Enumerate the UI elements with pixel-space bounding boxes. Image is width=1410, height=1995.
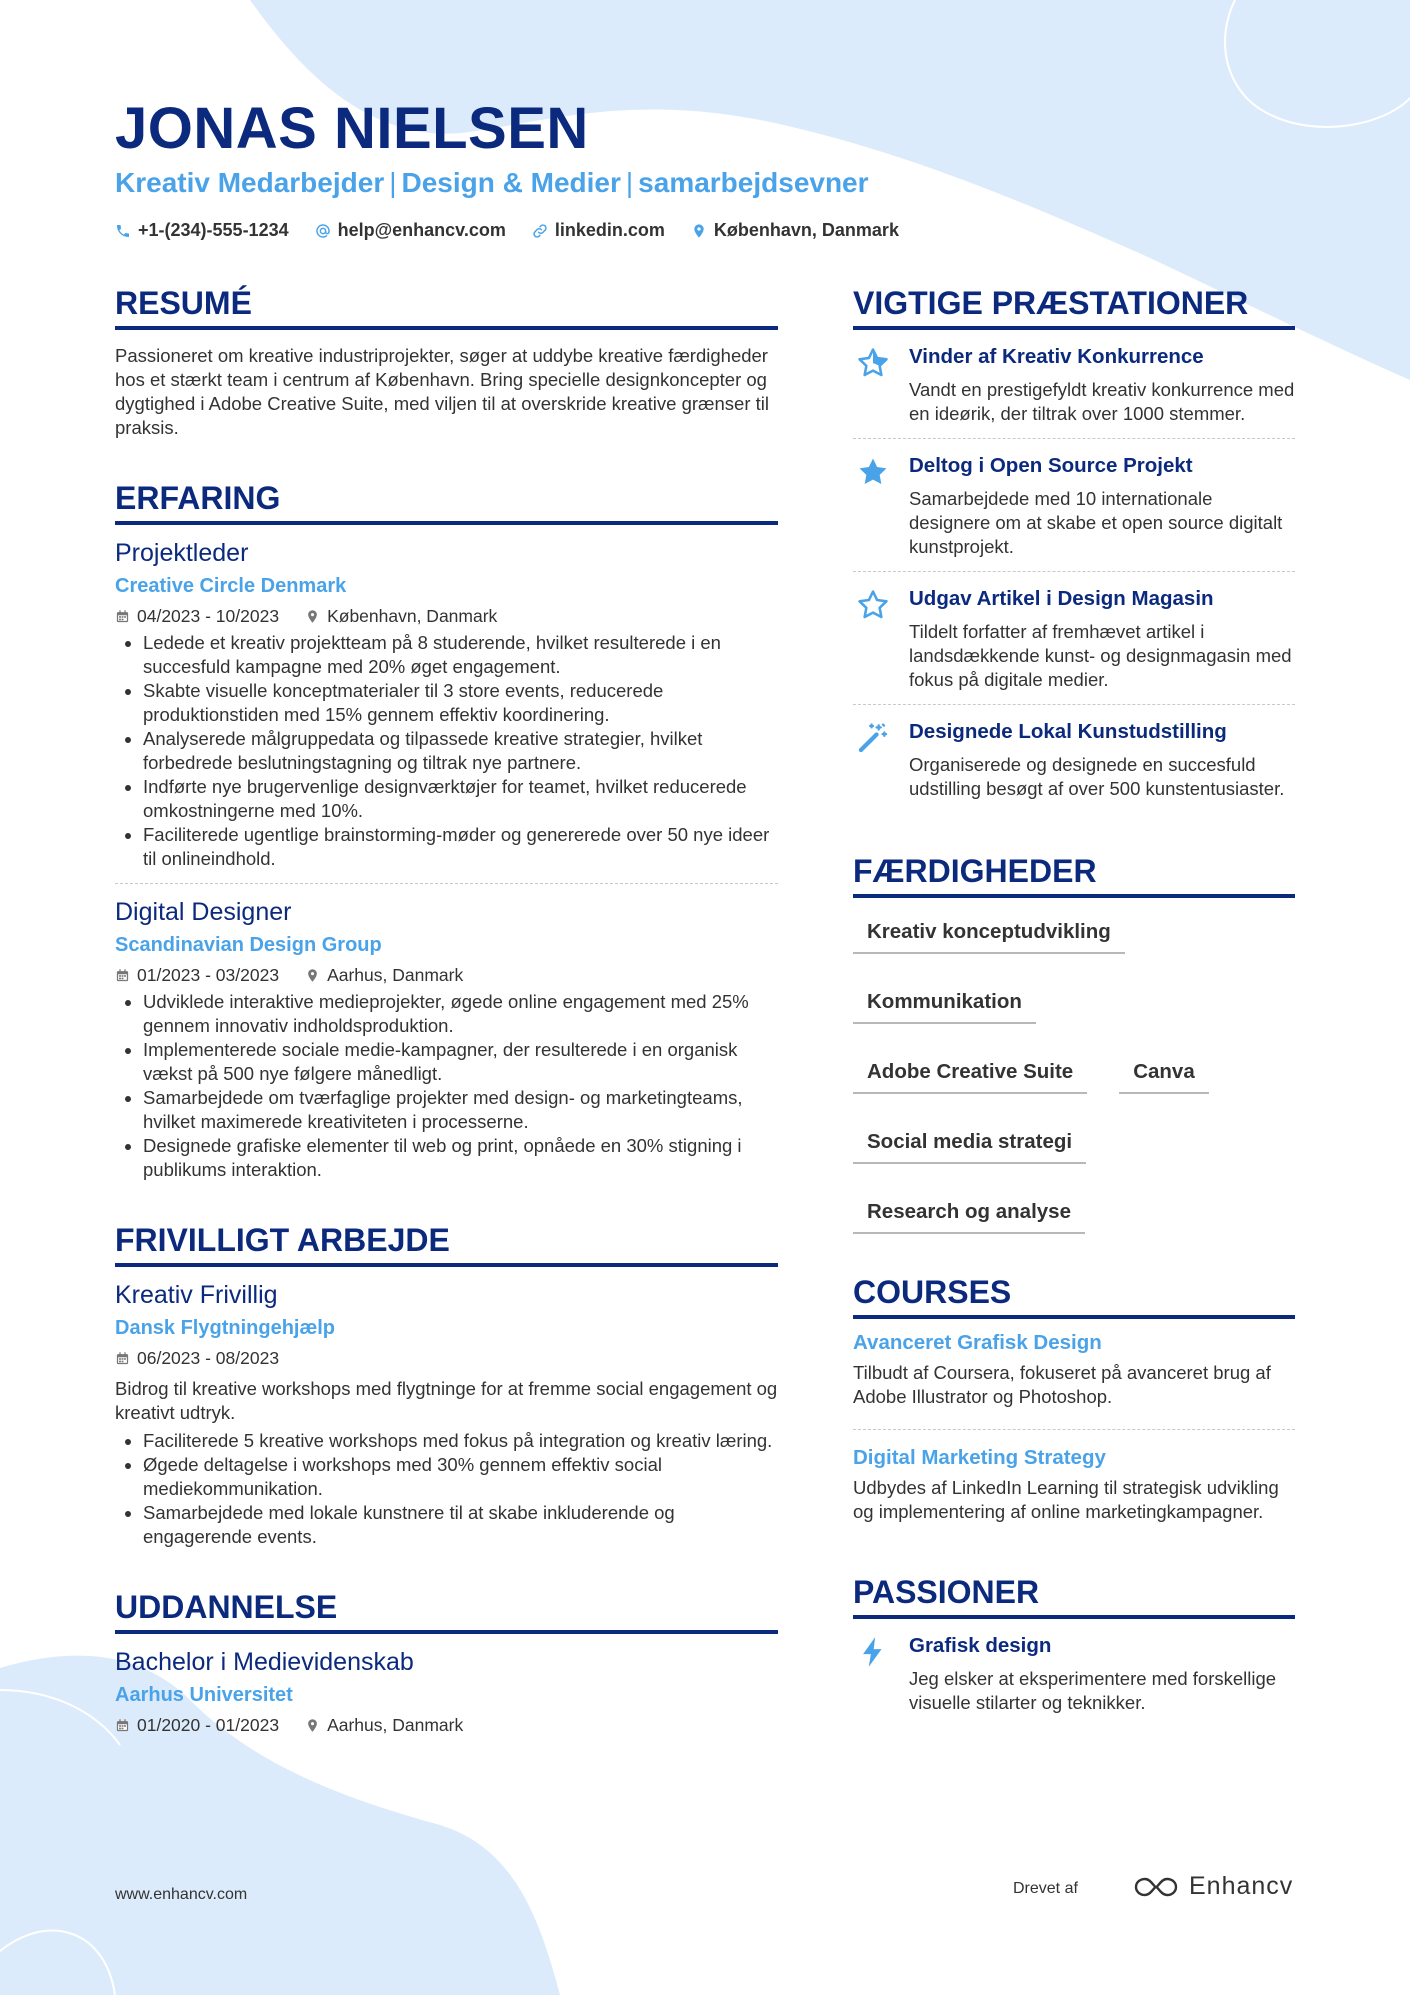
achievement-description: Tildelt forfatter af fremhævet artikel i landsdækkende kunst- og designmagasin med fokus på digitale medier. [909,621,1292,690]
section-title: FRIVILLIGT ARBEJDE [115,1222,778,1267]
section-title: ERFARING [115,480,778,525]
brand-name: Enhancv [1189,1872,1294,1900]
volunteer-section [115,1222,778,1549]
bullet-item: • Designede grafiske elementer til web og print, opnåede en 30% stigning i publikums interaktion. [143,1134,778,1182]
passions-section [853,1574,1295,1727]
course-item [853,1429,1295,1534]
job-location: Aarhus, Danmark [305,965,463,986]
section-title: RESUMÉ [115,285,778,330]
job-bullets [115,631,778,871]
tagline-separator: | [389,167,397,198]
section-title: VIGTIGE PRÆSTATIONER [853,285,1295,330]
left-column [115,285,778,1776]
education-meta [115,1715,778,1736]
passion-item [853,1619,1295,1727]
bullet-item: • Øgede deltagelse i workshops med 30% gennem effektiv social mediekommunikation. [143,1453,778,1501]
achievement-item [853,330,1295,438]
calendar-icon [115,1351,130,1366]
section-title: FÆRDIGHEDER [853,853,1295,898]
phone-text: +1-(234)-555-1234 [138,220,289,240]
skill-tag: Kommunikation [853,990,1036,1024]
education-dates: 01/2020 - 01/2023 [115,1715,279,1736]
job-dates: 04/2023 - 10/2023 [115,606,279,627]
tagline-role: Kreativ Medarbejder [115,167,385,198]
bullet-item: • Samarbejdede med lokale kunstnere til at skabe inkluderende og engagerende events. [143,1501,778,1549]
skill-tag: Adobe Creative Suite [853,1060,1087,1094]
achievement-description: Samarbejdede med 10 internationale designere om at skabe et open source digitalt kunstprojekt. [909,488,1283,557]
course-description: Udbydes af LinkedIn Learning til strategisk udvikling og implementering af online marketingkampagner. [853,1477,1279,1522]
summary-section [115,285,778,440]
skill-tag: Canva [1119,1060,1209,1094]
section-title: COURSES [853,1274,1295,1319]
section-title: PASSIONER [853,1574,1295,1619]
bullet-item: • Implementerede sociale medie-kampagner, der resulterede i en organisk vækst på 500 nye følgere månedligt. [143,1038,778,1086]
tagline [115,167,869,199]
lightning-icon [856,1635,890,1669]
tagline-field: Design & Medier [401,167,621,198]
passion-description: Jeg elsker at eksperimentere med forskellige visuelle stilarter og teknikker. [909,1668,1277,1713]
link-icon [532,223,548,239]
contact-bar [115,220,899,241]
achievement-item [853,571,1295,704]
experience-section [115,480,778,1182]
achievement-title: Vinder af Kreativ Konkurrence [909,345,1204,368]
volunteer-description: Bidrog til kreative workshops med flygtninge for at fremme social engagement og kreativt udtryk. [115,1378,778,1423]
achievement-title: Designede Lokal Kunstudstilling [909,720,1227,743]
achievement-description: Vandt en prestigefyldt kreativ konkurrence med en ideørik, der tiltrak over 1000 stemmer. [909,379,1295,424]
email-text: help@enhancv.com [337,220,506,240]
summary-text: Passioneret om kreative industriprojekter, søger at uddybe kreative færdigheder hos et stærkt team i centrum af København. Bring specielle designkoncepter og dygtighed i Adobe Creative Suite, med viljen til at overskride kreative grænser til praksis. [115,345,769,438]
location-pin-icon [305,968,320,983]
magic-wand-icon [856,721,890,755]
bullet-item: • Skabte visuelle konceptmaterialer til 3 store events, reducerede produktionstiden med 15% gennem effektiv koordinering. [143,679,778,727]
job-bullets [115,990,778,1182]
job-entry [115,525,778,871]
contact-email[interactable] [315,220,506,241]
enhancv-logo-icon [1133,1874,1179,1900]
right-column [853,285,1295,1767]
achievements-section [853,285,1295,813]
education-degree: Bachelor i Medievidenskab [115,1648,414,1676]
linkedin-text: linkedin.com [554,220,665,240]
calendar-icon [115,968,130,983]
bullet-item: • Faciliterede 5 kreative workshops med fokus på integration og kreativ læring. [143,1429,778,1453]
candidate-name: JONAS NIELSEN [115,96,589,161]
course-title: Digital Marketing Strategy [853,1446,1106,1469]
star-outline-icon [856,588,890,622]
bullet-item: • Indførte nye brugervenlige designværktøjer for teamet, hvilket reducerede omkostningerne med 10%. [143,775,778,823]
job-meta [115,606,778,627]
job-dates: 01/2023 - 03/2023 [115,965,279,986]
course-description: Tilbudt af Coursera, fokuseret på avanceret brug af Adobe Illustrator og Photoshop. [853,1362,1271,1407]
location-pin-icon [305,1718,320,1733]
achievement-title: Udgav Artikel i Design Magasin [909,587,1214,610]
bullet-item: • Udviklede interaktive medieprojekter, øgede online engagement med 25% gennem innovativ indholdsproduktion. [143,990,778,1038]
location-pin-icon [691,223,707,239]
star-outline-icon [856,346,890,380]
calendar-icon [115,1718,130,1733]
location-text: København, Danmark [713,220,899,240]
education-entry [115,1634,778,1736]
contact-linkedin[interactable] [532,220,665,241]
volunteer-meta [115,1348,778,1369]
footer-brand[interactable] [1133,1872,1293,1901]
skill-tag: Social media strategi [853,1130,1086,1164]
volunteer-role: Kreativ Frivillig [115,1281,278,1309]
skill-tag: Research og analyse [853,1200,1085,1234]
volunteer-dates: 06/2023 - 08/2023 [115,1348,279,1369]
education-location: Aarhus, Danmark [305,1715,463,1736]
courses-section [853,1274,1295,1534]
job-title: Projektleder [115,539,249,567]
course-title: Avanceret Grafisk Design [853,1331,1102,1354]
section-title: UDDANNELSE [115,1589,778,1634]
job-company: Scandinavian Design Group [115,934,382,956]
star-filled-icon [856,455,890,489]
skills-section [853,853,1295,1234]
bullet-item: • Faciliterede ugentlige brainstorming-møder og genererede over 50 nye ideer til onlineindhold. [143,823,778,871]
achievement-title: Deltog i Open Source Projekt [909,454,1193,477]
job-location: København, Danmark [305,606,497,627]
calendar-icon [115,609,130,624]
tagline-skill: samarbejdsevner [638,167,869,198]
footer-powered-by: Drevet af [1013,1880,1078,1897]
course-item [853,1319,1295,1419]
tagline-separator: | [625,167,634,198]
job-entry [115,883,778,1182]
footer-url[interactable]: www.enhancv.com [115,1886,248,1903]
phone-icon [115,223,131,239]
job-company: Creative Circle Denmark [115,575,347,597]
bullet-item: • Ledede et kreativ projektteam på 8 studerende, hvilket resulterede i en succesfuld kampagne med 20% øget engagement. [143,631,778,679]
bullet-item: • Analyserede målgruppedata og tilpassede kreative strategier, hvilket forbedrede beslutningstagning og tiltrak nye partnere. [143,727,778,775]
volunteer-organization: Dansk Flygtningehjælp [115,1317,336,1339]
skill-tag: Kreativ konceptudvikling [853,920,1125,954]
contact-location [691,220,899,241]
skills-list [853,920,1295,1234]
at-icon [315,223,331,239]
job-title: Digital Designer [115,898,292,926]
bullet-item: • Samarbejdede om tværfaglige projekter med design- og marketingteams, hvilket maximerede kreativiteten i processerne. [143,1086,778,1134]
contact-phone[interactable] [115,220,289,241]
education-school: Aarhus Universitet [115,1684,293,1706]
achievement-item [853,438,1295,571]
passion-title: Grafisk design [909,1634,1052,1657]
job-meta [115,965,778,986]
volunteer-entry [115,1267,778,1549]
achievement-description: Organiserede og designede en succesfuld udstilling besøgt af over 500 kunstentusiaster. [909,754,1285,799]
location-pin-icon [305,609,320,624]
volunteer-bullets [115,1429,778,1549]
education-section [115,1589,778,1736]
achievement-item [853,704,1295,813]
